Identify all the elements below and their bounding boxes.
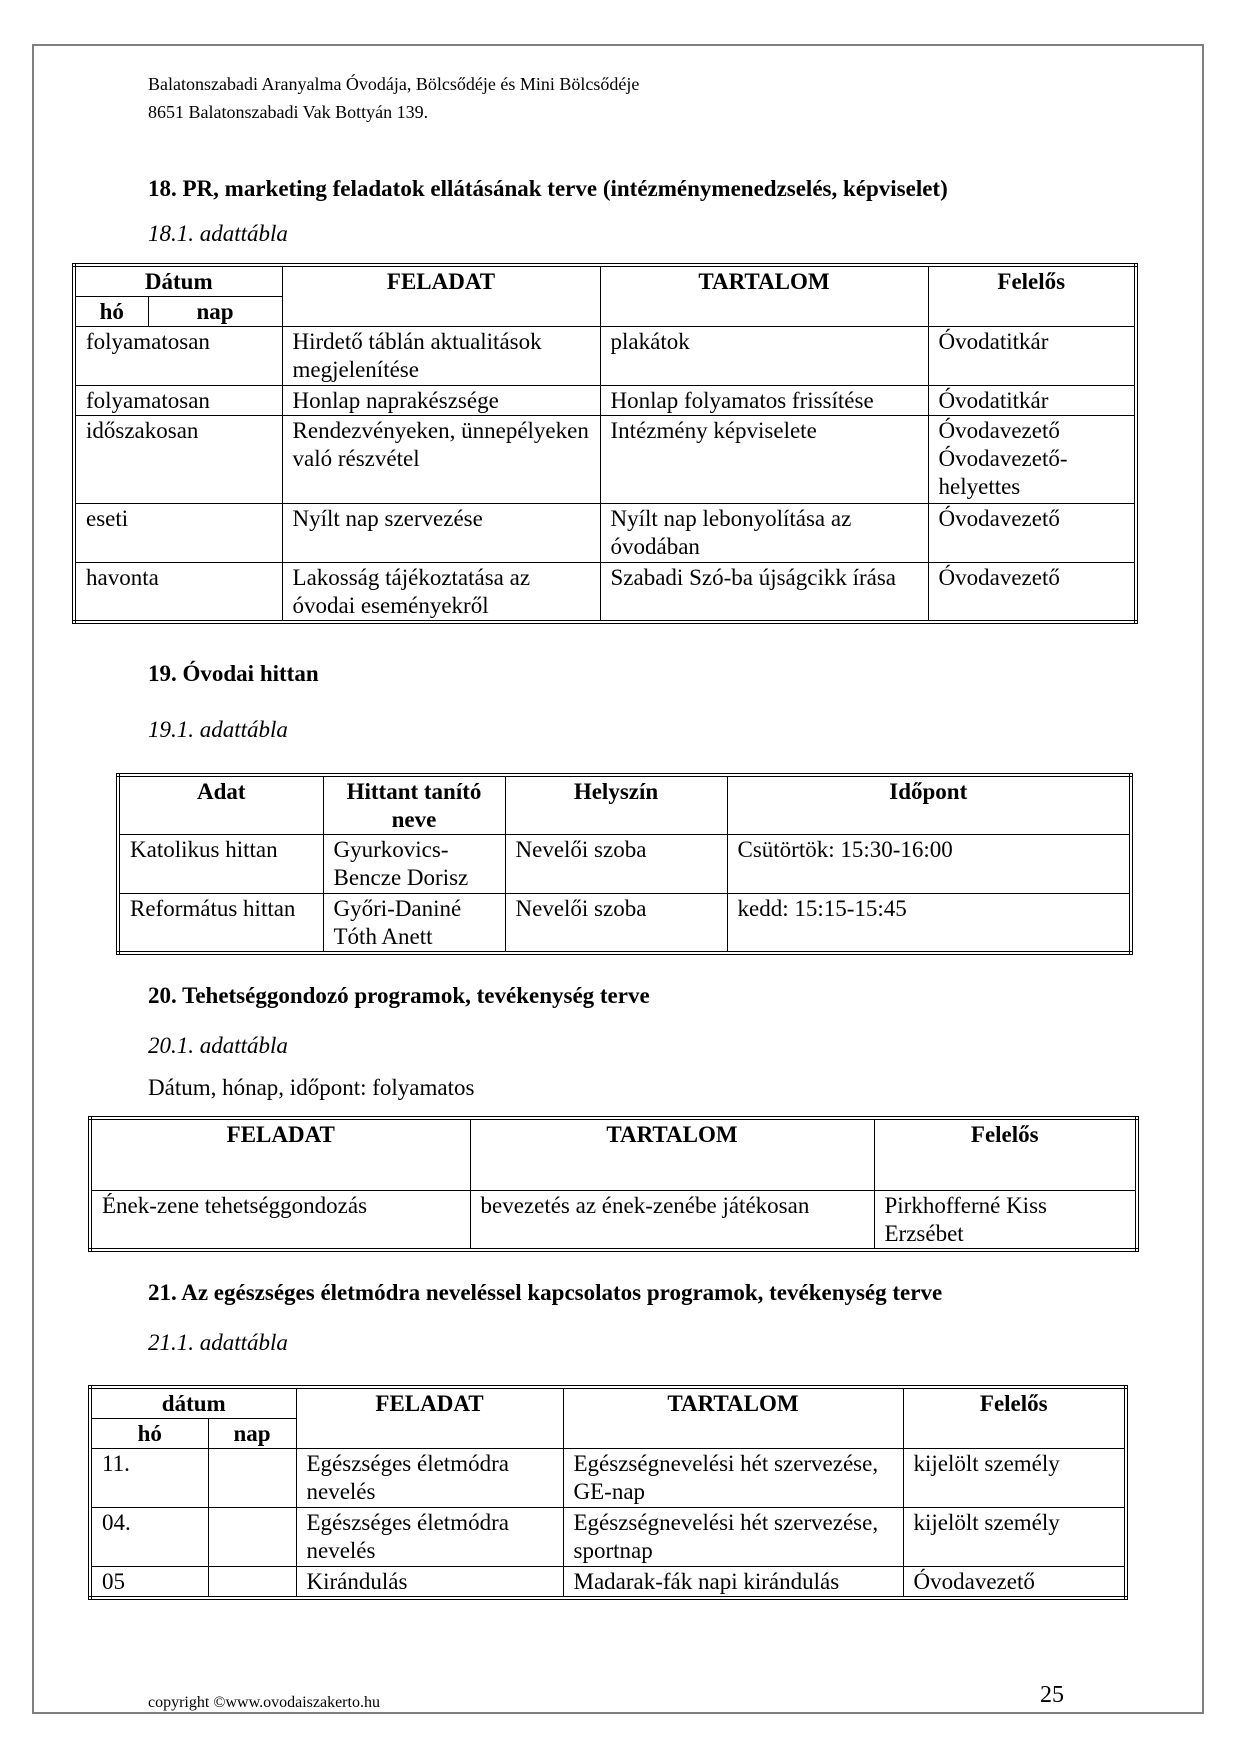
section-18-title: 18. PR, marketing feladatok ellátásának terve (intézménymenedzselés, képviselet) [148,176,948,201]
cell-felelos: Óvodatitkár [928,386,1136,416]
cell-datum: eseti [74,504,282,563]
cell-adat: Református hittan [118,894,323,954]
table-row [74,386,1136,416]
col-header-tartalom: TARTALOM [470,1118,874,1190]
table-row [74,563,1136,623]
table-row [90,1190,1137,1250]
cell-felelos: Óvodavezető [928,563,1136,623]
col-header-helyszin: Helyszín [505,775,727,835]
cell-felelos: Pirkhofferné Kiss Erzsébet [874,1190,1137,1250]
table-row [118,894,1131,954]
egeszseges-eletmod-table [88,1385,1128,1600]
cell-tartalom: Honlap folyamatos frissítése [600,386,928,416]
cell-tartalom: Madarak-fák napi kirándulás [563,1567,903,1599]
pr-marketing-table [72,263,1138,624]
section-19-subtitle: 19.1. adattábla [148,717,288,742]
col-header-feladat: FELADAT [90,1118,470,1190]
section-19-title: 19. Óvodai hittan [148,661,319,686]
section-20-date-note: Dátum, hónap, időpont: folyamatos [148,1075,475,1100]
col-header-idopont: Időpont [727,775,1131,835]
cell-adat: Katolikus hittan [118,835,323,894]
cell-felelos: kijelölt személy [903,1449,1126,1508]
section-21-subtitle: 21.1. adattábla [148,1330,288,1355]
cell-felelos: Óvodatitkár [928,327,1136,386]
cell-idopont: Csütörtök: 15:30-16:00 [727,835,1131,894]
col-header-adat: Adat [118,775,323,835]
cell-tartalom: bevezetés az ének-zenébe játékosan [470,1190,874,1250]
header-institution-name: Balatonszabadi Aranyalma Óvodája, Bölcsődéje és Mini Bölcsődéje [148,74,640,94]
cell-feladat: Lakosság tájékoztatása az óvodai eseményekről [282,563,600,623]
cell-tartalom: plakátok [600,327,928,386]
col-header-datum: dátum [90,1387,296,1419]
cell-felelos: Óvodavezető [928,504,1136,563]
section-18-subtitle: 18.1. adattábla [148,221,288,246]
col-header-tartalom: TARTALOM [600,265,928,327]
cell-feladat: Honlap naprakészsége [282,386,600,416]
cell-helyszin: Nevelői szoba [505,835,727,894]
table-row [90,1449,1126,1508]
cell-feladat: Egészséges életmódra nevelés [296,1449,563,1508]
cell-datum: időszakosan [74,416,282,504]
table-row [74,327,1136,386]
cell-feladat: Kirándulás [296,1567,563,1599]
col-header-datum: Dátum [74,265,282,297]
table-row [74,504,1136,563]
section-20-title: 20. Tehetséggondozó programok, tevékenység terve [148,983,650,1008]
table-row [90,1508,1126,1567]
cell-datum: folyamatosan [74,327,282,386]
hittan-table [116,773,1133,955]
col-header-felelos: Felelős [903,1387,1126,1449]
table-row [118,835,1131,894]
cell-idopont: kedd: 15:15-15:45 [727,894,1131,954]
cell-tartalom: Szabadi Szó-ba újságcikk írása [600,563,928,623]
cell-feladat: Ének-zene tehetséggondozás [90,1190,470,1250]
cell-tartalom: Egészségnevelési hét szervezése, sportnap [563,1508,903,1567]
cell-tanito: Győri-Daniné Tóth Anett [323,894,505,954]
cell-nap [208,1508,296,1567]
cell-tartalom: Nyílt nap lebonyolítása az óvodában [600,504,928,563]
col-header-feladat: FELADAT [282,265,600,327]
cell-felelos: Óvodavezető Óvodavezető-helyettes [928,416,1136,504]
footer-copyright: copyright ©www.ovodaiszakerto.hu [148,1694,380,1711]
cell-nap [208,1449,296,1508]
page-number: 25 [1040,1682,1064,1708]
cell-helyszin: Nevelői szoba [505,894,727,954]
cell-tartalom: Egészségnevelési hét szervezése, GE-nap [563,1449,903,1508]
col-header-tanito: Hittant tanító neve [323,775,505,835]
tehetseggondozo-table [88,1116,1139,1252]
header-address: 8651 Balatonszabadi Vak Bottyán 139. [148,102,429,122]
col-header-nap: nap [148,297,282,327]
cell-ho: 11. [90,1449,208,1508]
cell-tanito: Gyurkovics-Bencze Dorisz [323,835,505,894]
col-header-tartalom: TARTALOM [563,1387,903,1449]
section-21-title: 21. Az egészséges életmódra neveléssel kapcsolatos programok, tevékenység terve [148,1280,943,1305]
cell-felelos: Óvodavezető [903,1567,1126,1599]
cell-feladat: Nyílt nap szervezése [282,504,600,563]
table-row [90,1567,1126,1599]
cell-feladat: Egészséges életmódra nevelés [296,1508,563,1567]
cell-datum: havonta [74,563,282,623]
cell-feladat: Hirdető táblán aktualitások megjelenítése [282,327,600,386]
col-header-felelos: Felelős [928,265,1136,327]
table-row [74,416,1136,504]
cell-datum: folyamatosan [74,386,282,416]
cell-felelos: kijelölt személy [903,1508,1126,1567]
col-header-feladat: FELADAT [296,1387,563,1449]
cell-feladat: Rendezvényeken, ünnepélyeken való részvétel [282,416,600,504]
section-20-subtitle: 20.1. adattábla [148,1033,288,1058]
col-header-ho: hó [74,297,148,327]
cell-nap [208,1567,296,1599]
col-header-ho: hó [90,1419,208,1449]
cell-ho: 04. [90,1508,208,1567]
cell-ho: 05 [90,1567,208,1599]
cell-tartalom: Intézmény képviselete [600,416,928,504]
col-header-felelos: Felelős [874,1118,1137,1190]
col-header-nap: nap [208,1419,296,1449]
